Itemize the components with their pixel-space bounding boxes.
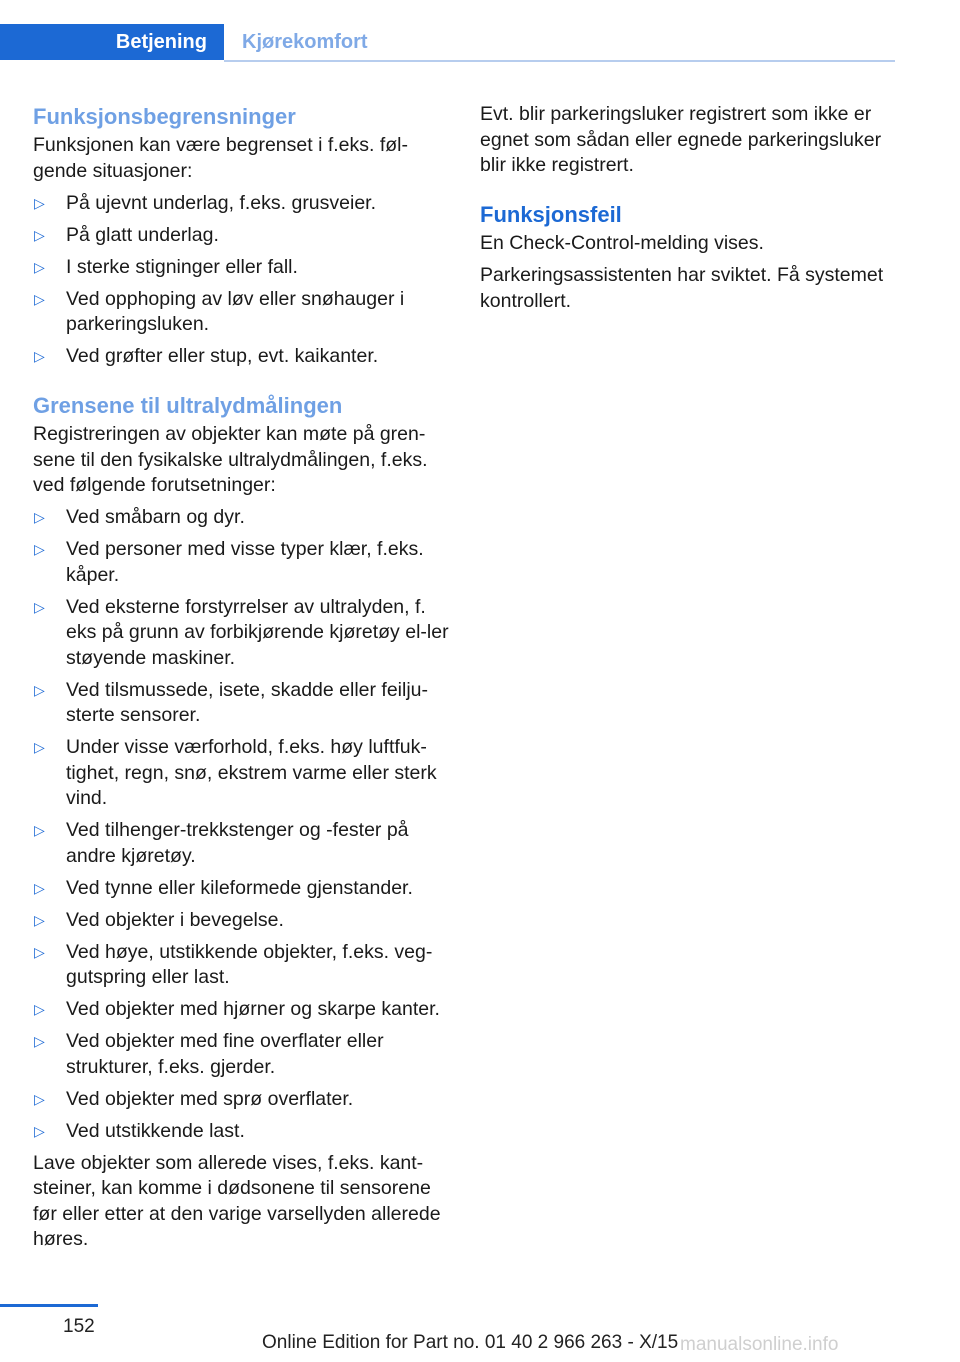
list-item (33, 223, 449, 249)
list-item-text: Ved utstikkende last. (66, 1119, 245, 1142)
triangle-bullet-icon: ▷ (34, 226, 45, 243)
list-item-text: Ved eksterne forstyrrelser av ultralyden, f. eks på grunn av forbikjørende kjøretøy el-ler støyende maskiner. (66, 595, 449, 669)
list-item-text: Ved objekter med fine overflater eller strukturer, f.eks. gjerder. (66, 1030, 384, 1078)
funksjonsfeil-paragraph-2: Parkeringsassistenten har sviktet. Få systemet kontrollert. (480, 264, 884, 312)
list-item (33, 287, 449, 338)
list-item (33, 505, 449, 531)
tab-kjorekomfort-label: Kjørekomfort (242, 30, 368, 53)
list-ultralydmalingen (33, 505, 449, 1144)
list-item (33, 997, 449, 1023)
triangle-bullet-icon: ▷ (34, 1001, 45, 1017)
triangle-bullet-icon: ▷ (34, 879, 45, 896)
list-item-text: Ved objekter i bevegelse. (66, 908, 284, 931)
triangle-bullet-icon: ▷ (34, 739, 45, 755)
lead-paragraph: Evt. blir parkeringsluker registrert som ikke er egnet som sådan eller egnede parkeringsluker blir ikke registrert. (480, 103, 882, 176)
list-item-text: Ved tynne eller kileformede gjenstander. (66, 876, 413, 899)
triangle-bullet-icon: ▷ (34, 541, 45, 557)
funksjonsfeil-paragraph-1: En Check-Control-melding vises. (480, 232, 764, 254)
triangle-bullet-icon: ▷ (34, 911, 45, 928)
triangle-bullet-icon: ▷ (34, 681, 45, 698)
list-item-text: Under visse værforhold, f.eks. høy luftfuk-tighet, regn, snø, ekstrem varme eller sterk vind. (66, 736, 437, 809)
triangle-bullet-icon: ▷ (34, 943, 45, 960)
triangle-bullet-icon: ▷ (34, 1033, 45, 1049)
tab-betjening[interactable] (0, 24, 224, 60)
intro-ultralydmalingen: Registreringen av objekter kan møte på gren-sene til den fysikalske ultralydmålingen, f.eks. ved følgende forutsetninger: (33, 423, 428, 496)
list-item-text: På ujevnt underlag, f.eks. grusveier. (66, 191, 377, 214)
list-item (33, 595, 449, 672)
watermark: manualsonline.info (680, 1334, 839, 1355)
list-item (33, 1087, 449, 1113)
list-item (33, 678, 449, 729)
heading-funksjonsbegrensninger: Funksjonsbegrensninger (33, 104, 296, 129)
triangle-bullet-icon: ▷ (34, 1090, 45, 1107)
list-item (33, 908, 449, 934)
list-item-text: Ved tilhenger-trekkstenger og -fester på andre kjøretøy. (66, 819, 409, 867)
triangle-bullet-icon: ▷ (34, 194, 45, 211)
intro-funksjonsbegrensninger: Funksjonen kan være begrenset i f.eks. føl-gende situasjoner: (33, 134, 409, 182)
list-item-text: I sterke stigninger eller fall. (66, 255, 298, 278)
header-divider (224, 60, 895, 62)
list-item (33, 1119, 449, 1145)
triangle-bullet-icon: ▷ (34, 598, 45, 615)
list-item (33, 344, 449, 370)
edition-note: Online Edition for Part no. 01 40 2 966 263 - X/15 (262, 1332, 679, 1353)
chapter-header (0, 24, 895, 62)
tab-betjening-label: Betjening (115, 30, 207, 53)
page-number: 152 (63, 1316, 95, 1337)
list-item (33, 735, 449, 812)
triangle-bullet-icon: ▷ (34, 348, 45, 364)
triangle-bullet-icon: ▷ (34, 290, 45, 307)
list-item-text: Ved småbarn og dyr. (66, 506, 245, 528)
right-column (480, 102, 896, 321)
list-item-text: Ved tilsmussede, isete, skadde eller feilju-sterte sensorer. (66, 678, 429, 726)
list-funksjonsbegrensninger (33, 191, 449, 370)
footer-divider (0, 1304, 98, 1307)
heading-funksjonsfeil: Funksjonsfeil (480, 202, 622, 227)
list-item (33, 876, 449, 902)
tab-kjorekomfort[interactable] (224, 24, 368, 60)
heading-ultralydmalingen: Grensene til ultralydmålingen (33, 393, 343, 418)
list-item (33, 1029, 449, 1080)
list-item-text: På glatt underlag. (66, 223, 219, 246)
list-item (33, 191, 449, 217)
list-item (33, 255, 449, 281)
list-item-text: Ved opphoping av løv eller snøhauger i parkeringsluken. (66, 287, 405, 335)
triangle-bullet-icon: ▷ (34, 1122, 45, 1139)
list-item-text: Ved høye, utstikkende objekter, f.eks. veg-gutspring eller last. (66, 940, 433, 988)
triangle-bullet-icon: ▷ (34, 509, 45, 525)
list-item-text: Ved objekter med hjørner og skarpe kanter. (66, 998, 440, 1020)
outro-ultralydmalingen: Lave objekter som allerede vises, f.eks. kant-steiner, kan komme i dødsonene til sensorene før eller etter at den varige varsellyden allerede høres. (33, 1151, 441, 1250)
list-item (33, 537, 449, 588)
list-item-text: Ved grøfter eller stup, evt. kaikanter. (66, 345, 379, 367)
left-column (33, 102, 449, 1259)
list-item (33, 940, 449, 991)
list-item-text: Ved objekter med sprø overflater. (66, 1087, 354, 1110)
triangle-bullet-icon: ▷ (34, 258, 45, 275)
list-item-text: Ved personer med visse typer klær, f.eks. kåper. (66, 538, 424, 586)
triangle-bullet-icon: ▷ (34, 822, 45, 838)
list-item (33, 818, 449, 869)
